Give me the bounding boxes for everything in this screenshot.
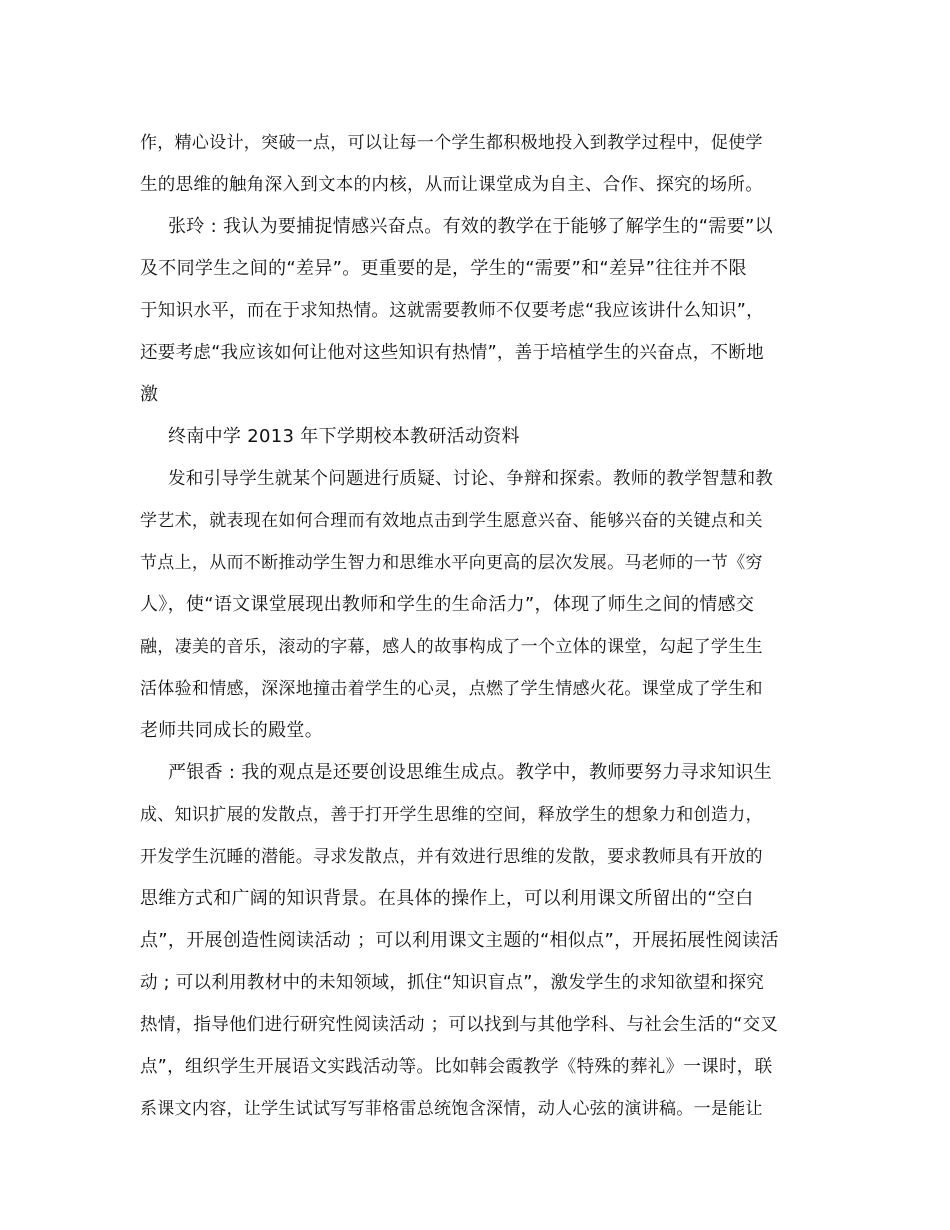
- text-line: 及不同学生之间的“差异”。更重要的是，学生的“需要”和“差异”往往并不限: [140, 258, 747, 279]
- text-line: 节点上，从而不断推动学生智力和思维水平向更高的层次发展。马老师的一节《穷: [140, 553, 763, 573]
- text-line: 于知识水平，而在于求知热情。这就需要教师不仅要考虑“我应该讲什么知识”，: [140, 301, 764, 321]
- text-line: 思维方式和广阔的知识背景。在具体的操作上，可以利用课文所留出的“空白: [140, 888, 754, 909]
- text-line: 人》，使“语文课堂展现出教师和学生的生命活力”，体现了师生之间的情感交: [140, 594, 755, 615]
- page-header: 终南中学 2013 年下学期校本教研活动资料: [168, 426, 520, 447]
- text-line: 作，精心设计，突破一点，可以让每一个学生都积极地投入到教学过程中，促使学: [140, 133, 763, 153]
- text-line: 系课文内容，让学生试试写写菲格雷总统饱含深情，动人心弦的演讲稿。一是能让: [140, 1099, 763, 1119]
- text-line: 学艺术，就表现在如何合理而有效地点击到学生愿意兴奋、能够兴奋的关键点和关: [140, 511, 763, 531]
- text-line: 热情，指导他们进行研究性阅读活动 ；可以找到与其他学科、与社会生活的“交叉: [140, 1015, 779, 1035]
- text-line: 生的思维的触角深入到文本的内核，从而让课堂成为自主、合作、探究的场所。: [140, 175, 763, 195]
- text-line: 激: [140, 384, 159, 405]
- text-line: 点”，组织学生开展语文实践活动等。比如韩会霞教学《特殊的葬礼》一课时，联: [140, 1057, 773, 1077]
- text-line: 老师共同成长的殿堂。: [140, 720, 323, 741]
- text-line: 动 ; 可以利用教材中的未知领域，抓住“知识盲点”，激发学生的求知欲望和探究: [140, 973, 765, 993]
- text-line: 成、知识扩展的发散点，善于打开学生思维的空间，释放学生的想象力和创造力，: [140, 805, 763, 825]
- text-line: 发和引导学生就某个问题进行质疑、讨论、争辩和探索。教师的教学智慧和教: [168, 469, 774, 489]
- text-line: 严银香 : 我的观点是还要创设思维生成点。教学中，教师要努力寻求知识生: [168, 762, 773, 783]
- text-line: 张玲 : 我认为要捕捉情感兴奋点。有效的教学在于能够了解学生的“需要”以: [168, 216, 773, 237]
- text-line: 融，凄美的音乐，滚动的字幕，感人的故事构成了一个立体的课堂，勾起了学生生: [140, 637, 763, 657]
- text-line: 还要考虑“我应该如何让他对这些知识有热情”，善于培植学生的兴奋点，不断地: [140, 343, 764, 363]
- text-line: 活体验和情感，深深地撞击着学生的心灵，点燃了学生情感火花。课堂成了学生和: [140, 679, 763, 699]
- text-line: 开发学生沉睡的潜能。寻求发散点，并有效进行思维的发散，要求教师具有开放的: [140, 847, 763, 867]
- text-line: 点”，开展创造性阅读活动 ；可以利用课文主题的“相似点”，开展拓展性阅读活: [140, 930, 779, 951]
